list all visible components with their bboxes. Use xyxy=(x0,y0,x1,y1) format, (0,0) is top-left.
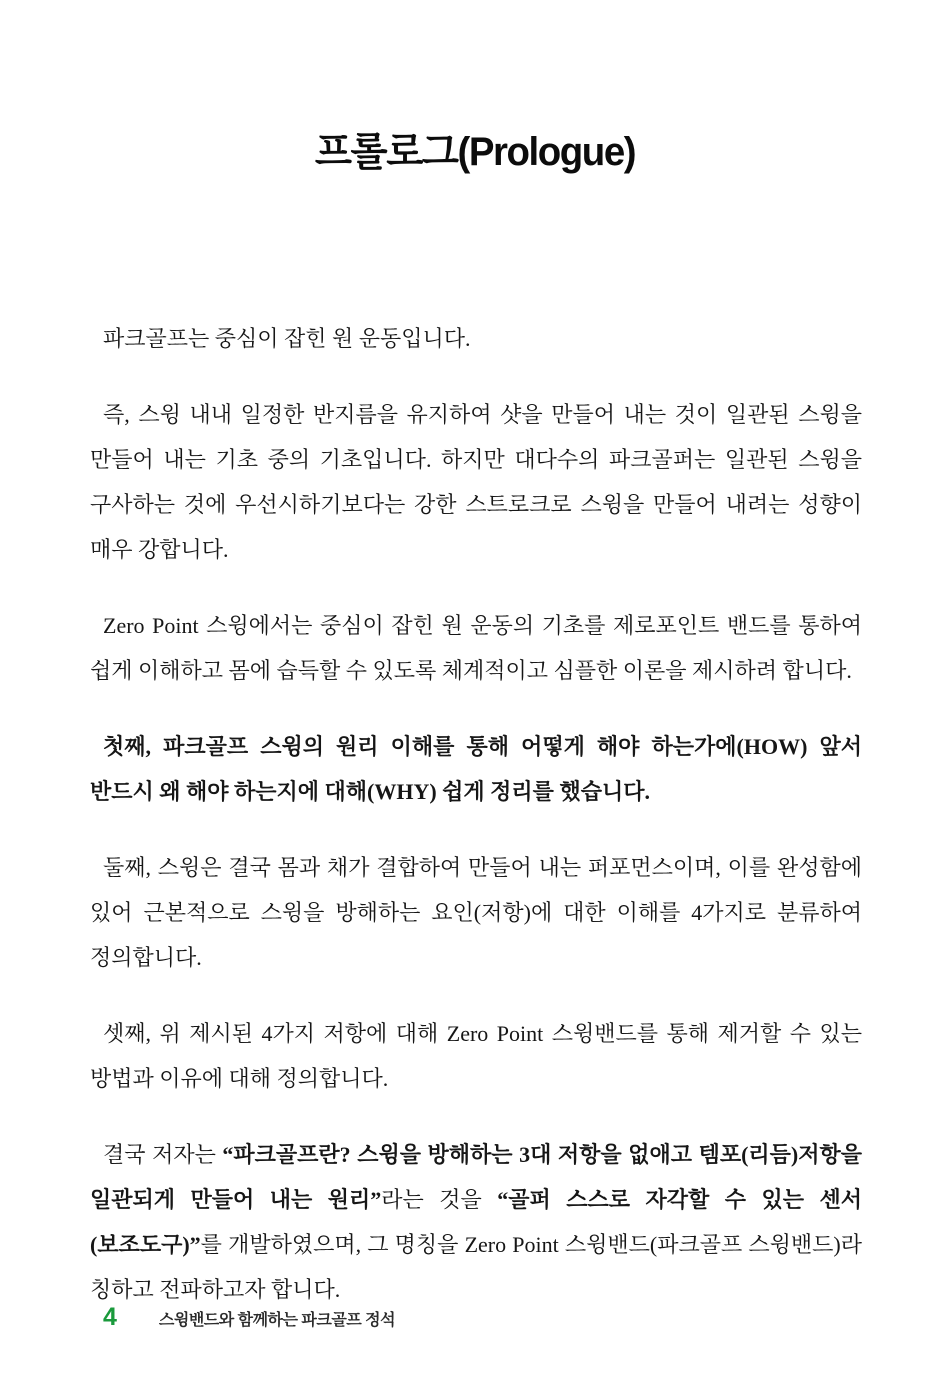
text-segment: 파크골프는 중심이 잡힌 원 운동입니다. xyxy=(103,326,471,351)
text-segment: “골퍼 스스로 자각할 수 있는 센서(보조도구)” xyxy=(90,1187,862,1257)
text-segment: 결국 저자는 xyxy=(103,1142,223,1167)
page-title: 프롤로그(Prologue) xyxy=(314,130,636,174)
text-segment: Zero Point 스윙에서는 중심이 잡힌 원 운동의 기초를 제로포인트 밴드를 통하여 쉽게 이해하고 몸에 습득할 수 있도록 체계적이고 심플한 이론을 제시하려 합니다. xyxy=(90,613,862,683)
footer-book-title: 스윙밴드와 함께하는 파크골프 정석 xyxy=(158,1312,396,1329)
text-segment: 즉, 스윙 내내 일정한 반지름을 유지하여 샷을 만들어 내는 것이 일관된 스윙을 만들어 내는 기초 중의 기초입니다. 하지만 대다수의 파크골퍼는 일관된 스윙을 구사하는 것에 우선시하기보다는 강한 스트로크로 스윙을 만들어 내려는 성향이 매우 강합니다. xyxy=(90,402,862,562)
paragraph xyxy=(90,603,862,693)
paragraph xyxy=(90,724,862,814)
page-number: 4 xyxy=(103,1303,117,1331)
paragraph xyxy=(90,1011,862,1101)
text-segment: 라는 것을 xyxy=(381,1187,498,1212)
paragraph xyxy=(90,392,862,572)
body-text xyxy=(90,316,862,1343)
text-segment: 둘째, 스윙은 결국 몸과 채가 결합하여 만들어 내는 퍼포먼스이며, 이를 완성함에 있어 근본적으로 스윙을 방해하는 요인(저항)에 대한 이해를 4가지로 분류하여 정의합니다. xyxy=(90,855,862,970)
text-segment: “파크골프란? 스윙을 방해하는 3대 저항을 없애고 템포(리듬)저항을 일관되게 만들어 내는 원리” xyxy=(90,1142,862,1212)
text-segment: 첫째, 파크골프 스윙의 원리 이해를 통해 어떻게 해야 하는가에(HOW) 앞서 반드시 왜 해야 하는지에 대해(WHY) 쉽게 정리를 했습니다. xyxy=(90,734,862,804)
paragraph xyxy=(90,316,862,361)
text-segment: 셋째, 위 제시된 4가지 저항에 대해 Zero Point 스윙밴드를 통해 제거할 수 있는 방법과 이유에 대해 정의합니다. xyxy=(90,1021,862,1091)
paragraph xyxy=(90,845,862,980)
paragraph xyxy=(90,1132,862,1312)
page-footer xyxy=(103,1303,395,1332)
text-segment: 를 개발하였으며, 그 명칭을 Zero Point 스윙밴드(파크골프 스윙밴드)라 칭하고 전파하고자 합니다. xyxy=(90,1232,862,1302)
